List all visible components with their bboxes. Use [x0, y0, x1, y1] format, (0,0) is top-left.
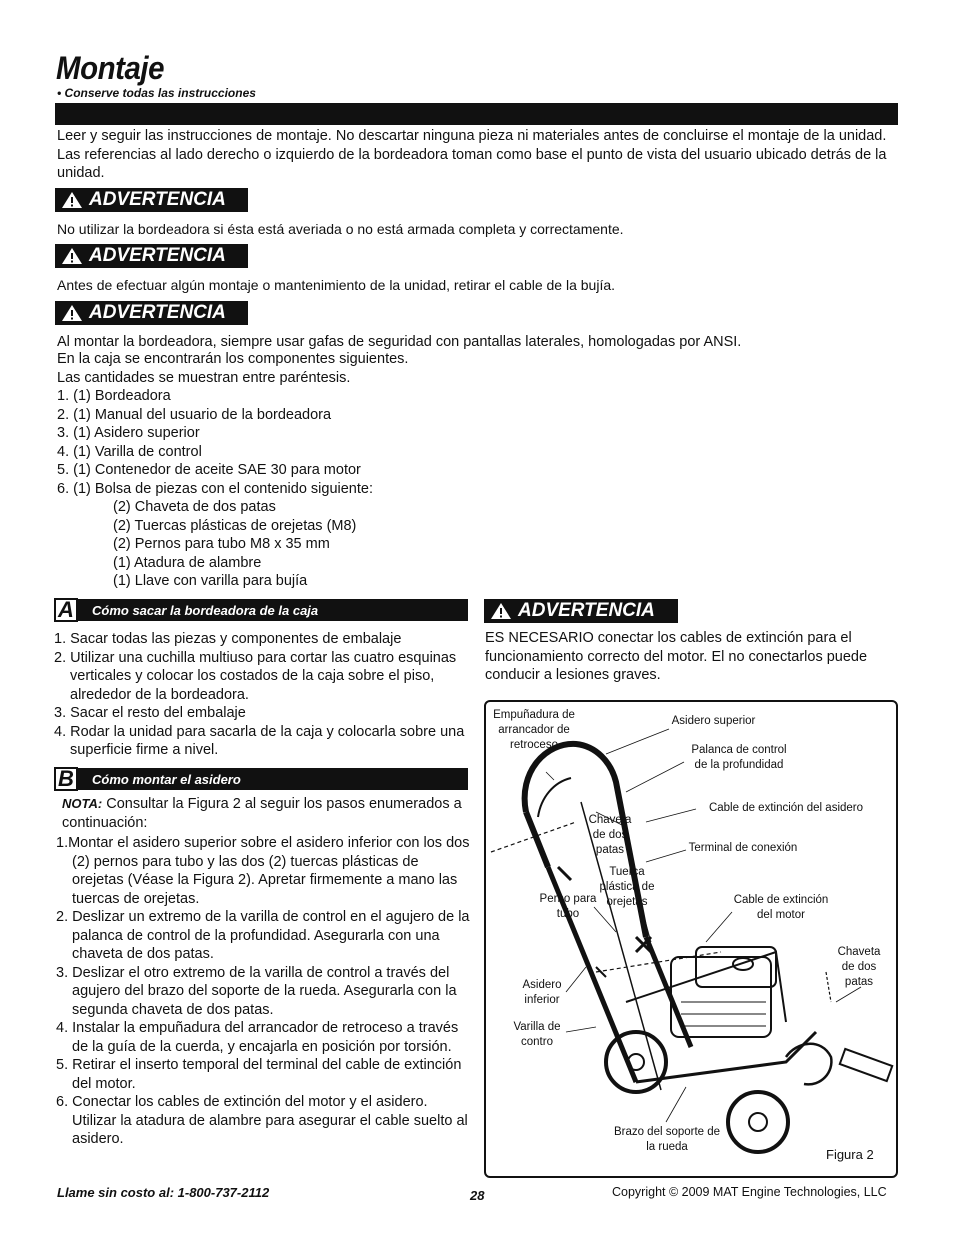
section-b-title: Cómo montar el asidero — [92, 771, 241, 787]
section-b-letter: B — [54, 767, 78, 791]
label-depth-lever: Palanca de control de la profundidad — [691, 744, 787, 771]
label-wing-nut: Tuerca plástica de orejetas — [599, 866, 655, 908]
warning-banner-4 — [484, 599, 678, 623]
note-text: Consultar la Figura 2 al seguir los pasos enumerados a continuación: — [62, 796, 462, 831]
warning-banner-3 — [55, 301, 248, 325]
warning-icon — [61, 247, 83, 265]
label-terminal: Terminal de conexión — [688, 842, 798, 854]
list-item: 3. Sacar el resto del embalaje — [54, 705, 246, 721]
list-item: 1. (1) Bordeadora — [57, 388, 171, 404]
list-item: 3. (1) Asidero superior — [57, 425, 200, 441]
section-a-steps — [54, 630, 470, 760]
label-recoil-handle: Empuñadura de arrancador de retroceso — [493, 709, 575, 751]
list-item: (2) Chaveta de dos patas — [113, 499, 276, 515]
page-title: Montaje — [56, 50, 164, 86]
list-item: 2. (1) Manual del usuario de la bordeadora — [57, 406, 332, 423]
list-item: 5. Retirar el inserto temporal del terminal del cable de extinción del motor. — [56, 1057, 462, 1092]
footer-copyright: Copyright © 2009 MAT Engine Technologies, LLC — [612, 1185, 887, 1199]
header-rule — [55, 103, 898, 125]
list-item: 4. (1) Varilla de control — [57, 443, 202, 460]
contents-block — [57, 350, 477, 591]
section-b-steps — [56, 834, 472, 1149]
section-a-title: Cómo sacar la bordeadora de la caja — [92, 602, 319, 618]
label-wheel-arm: Brazo del soporte de la rueda — [613, 1126, 721, 1153]
label-engine-cable: Cable de extinción del motor — [733, 894, 829, 921]
warning-icon — [61, 191, 83, 209]
list-item: 2. Utilizar una cuchilla multiuso para cortar las cuatro esquinas verticales y colocar los costados de la caja sobre el piso, alrededor de la bordeadora. — [54, 649, 457, 703]
label-tube-bolt: Perno para tubo — [539, 893, 597, 920]
warning-icon — [490, 602, 512, 620]
warning-icon — [61, 304, 83, 322]
warning-text-4: ES NECESARIO conectar los cables de extinción para el funcionamiento correcto del motor. El no conectarlos puede conducir a lesiones graves. — [485, 630, 868, 683]
page-number: 28 — [470, 1188, 485, 1203]
label-lower-handle: Asidero inferior — [522, 979, 562, 1006]
list-item: (1) Llave con varilla para bujía — [113, 573, 308, 589]
section-b-header — [56, 768, 468, 790]
list-item: 2. Deslizar un extremo de la varilla de control en el agujero de la palanca de control de la profundidad. Asegurarla con una chaveta de dos patas. — [56, 909, 470, 962]
list-item: (2) Pernos para tubo M8 x 35 mm — [113, 536, 330, 552]
contents-list — [57, 387, 477, 498]
label-upper-handle: Asidero superior — [671, 715, 756, 727]
label-control-rod: Varilla de contro — [513, 1021, 561, 1048]
intro-paragraph: Leer y seguir las instrucciones de montaje. No descartar ninguna pieza ni materiales antes de concluirse el montaje de la unidad. Las referencias al lado derecho o izquierdo de la bordeadora toman como base el punto de vista del usuario ubicado detrás de la unidad. — [57, 128, 887, 181]
list-item: 4. Instalar la empuñadura del arrancador de retroceso a través de la guía de la cuerda, y encajarla en posición por torsión. — [56, 1020, 459, 1055]
warning-text-3: Al montar la bordeadora, siempre usar gafas de seguridad con pantallas laterales, homologadas por ANSI. — [57, 334, 742, 350]
note-label: NOTA: — [62, 796, 103, 811]
edger-illustration — [486, 702, 896, 1176]
list-item: 3. Deslizar el otro extremo de la varilla de control a través del agujero del brazo del soporte de la rueda. Asegurarla con la segunda chaveta de dos patas. — [56, 964, 457, 1018]
label-cotter-pin-1: Chaveta de dos patas — [588, 814, 632, 856]
parts-bag-list — [57, 498, 477, 591]
section-a-header — [56, 599, 468, 621]
warning-label: ADVERTENCIA — [518, 600, 655, 621]
warning-label: ADVERTENCIA — [89, 245, 226, 266]
list-item: 5. (1) Contenedor de aceite SAE 30 para motor — [57, 462, 361, 478]
list-item: (2) Tuercas plásticas de orejetas (M8) — [113, 517, 357, 534]
warning-text-1: No utilizar la bordeadora si ésta está averiada o no está armada completa y correctamente. — [57, 221, 624, 237]
list-item: 4. Rodar la unidad para sacarla de la caja y colocarla sobre una superficie firme a nivel. — [54, 723, 465, 758]
list-item: 6. Conectar los cables de extinción del motor y el asidero. Utilizar la atadura de alambre para asegurar el cable suelto al asidero. — [56, 1094, 468, 1147]
list-item: (1) Atadura de alambre — [113, 554, 262, 571]
section-b-note — [62, 795, 462, 832]
list-item: 1. Sacar todas las piezas y componentes de embalaje — [54, 631, 402, 647]
warning-text-2: Antes de efectuar algún montaje o mantenimiento de la unidad, retirar el cable de la bujía. — [57, 277, 616, 293]
warning-label: ADVERTENCIA — [89, 302, 226, 323]
page-subtitle: • Conserve todas las instrucciones — [57, 86, 256, 100]
list-item: 1.Montar el asidero superior sobre el asidero inferior con los dos (2) pernos para tubo y las dos (2) tuercas plásticas de orejetas (Véase la Figura 2). Apretar firmemente a mano las tuercas de orejetas. — [56, 835, 470, 907]
warning-banner-1 — [55, 188, 248, 212]
warning-banner-2 — [55, 244, 248, 268]
figure-caption: Figura 2 — [826, 1147, 874, 1162]
warning-label: ADVERTENCIA — [89, 189, 226, 210]
contents-intro: En la caja se encontrarán los componentes siguientes. — [57, 351, 409, 367]
footer-phone: Llame sin costo al: 1-800-737-2112 — [57, 1185, 270, 1200]
section-a-letter: A — [54, 598, 78, 622]
label-handle-cable: Cable de extinción del asidero — [708, 802, 864, 814]
list-item: 6. (1) Bolsa de piezas con el contenido siguiente: — [57, 480, 373, 497]
label-cotter-pin-2: Chaveta de dos patas — [837, 946, 881, 988]
contents-note: Las cantidades se muestran entre paréntesis. — [57, 369, 351, 386]
figure-2 — [484, 700, 898, 1178]
